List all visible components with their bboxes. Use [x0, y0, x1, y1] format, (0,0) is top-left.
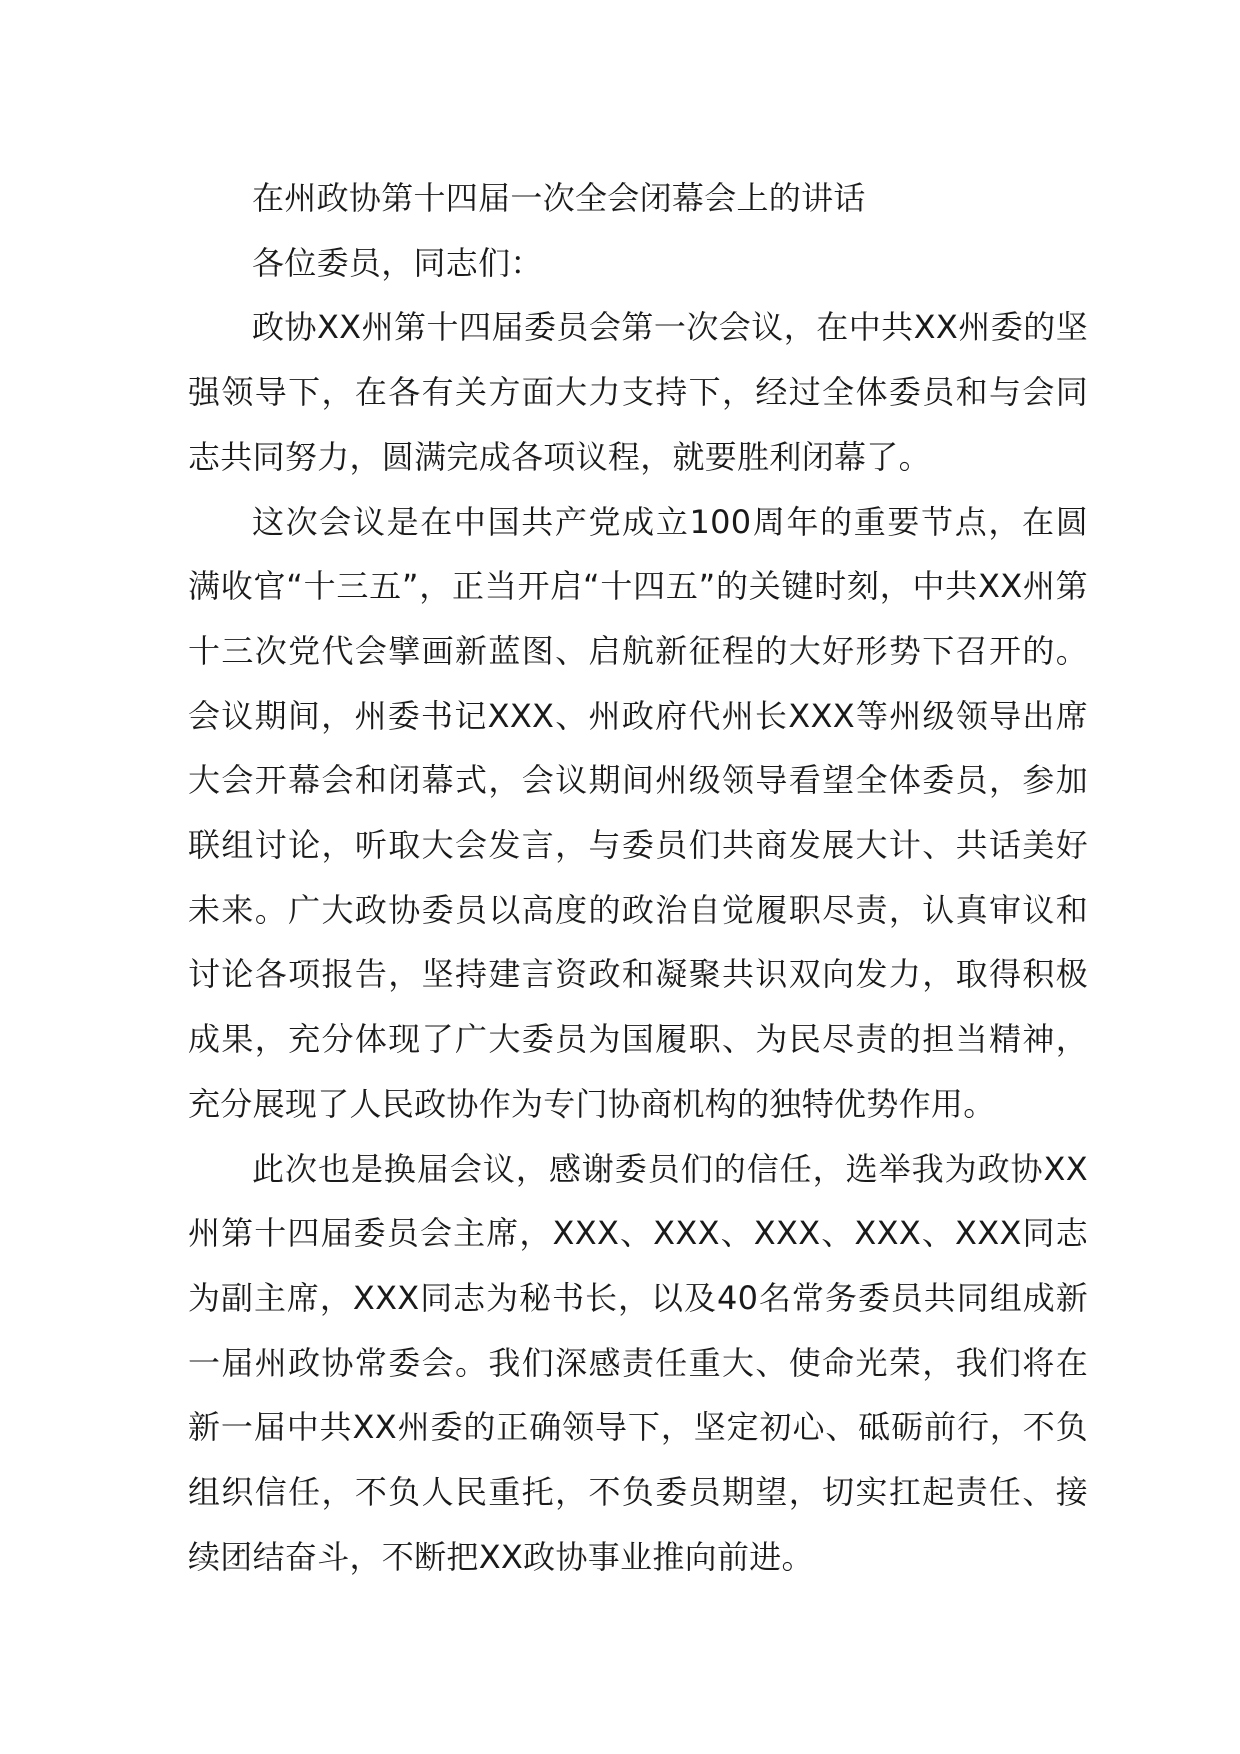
document-title: 在州政协第十四届一次全会闭幕会上的讲话 — [252, 179, 866, 217]
salutation: 各位委员，同志们： — [252, 243, 543, 282]
paragraph-3: 此次也是换届会议，感谢委员们的信任，选举我为政协XX州第十四届委员会主席，XXX、XXX、XXX、XXX、XXX同志为副主席，XXX同志为秘书长，以及40名常务委员共同组成新一届州政协常委会。我们深感责任重大、使命光荣，我们将在新一届中共XX州委的正确领导下，坚定初心、砥砺前行，不负组织信任，不负人民重托，不负委员期望，切实扛起责任、接续团结奋斗，不断把XX政协事业推向前进。 — [188, 1149, 1088, 1576]
paragraph-1: 政协XX州第十四届委员会第一次会议，在中共XX州委的坚强领导下，在各有关方面大力支持下，经过全体委员和与会同志共同努力，圆满完成各项议程，就要胜利闭幕了。 — [188, 308, 1088, 476]
paragraph-2: 这次会议是在中国共产党成立100周年的重要节点，在圆满收官“十三五”，正当开启“十四五”的关键时刻，中共XX州第十三次党代会擘画新蓝图、启航新征程的大好形势下召开的。会议期间，州委书记XXX、州政府代州长XXX等州级领导出席大会开幕会和闭幕式，会议期间州级领导看望全体委员，参加联组讨论，听取大会发言，与委员们共商发展大计、共话美好未来。广大政协委员以高度的政治自觉履职尽责，认真审议和讨论各项报告，坚持建言资政和凝聚共识双向发力，取得积极成果，充分体现了广大委员为国履职、为民尽责的担当精神，充分展现了人民政协作为专门协商机构的独特优势作用。 — [188, 502, 1088, 1123]
document-body — [188, 166, 1088, 1589]
